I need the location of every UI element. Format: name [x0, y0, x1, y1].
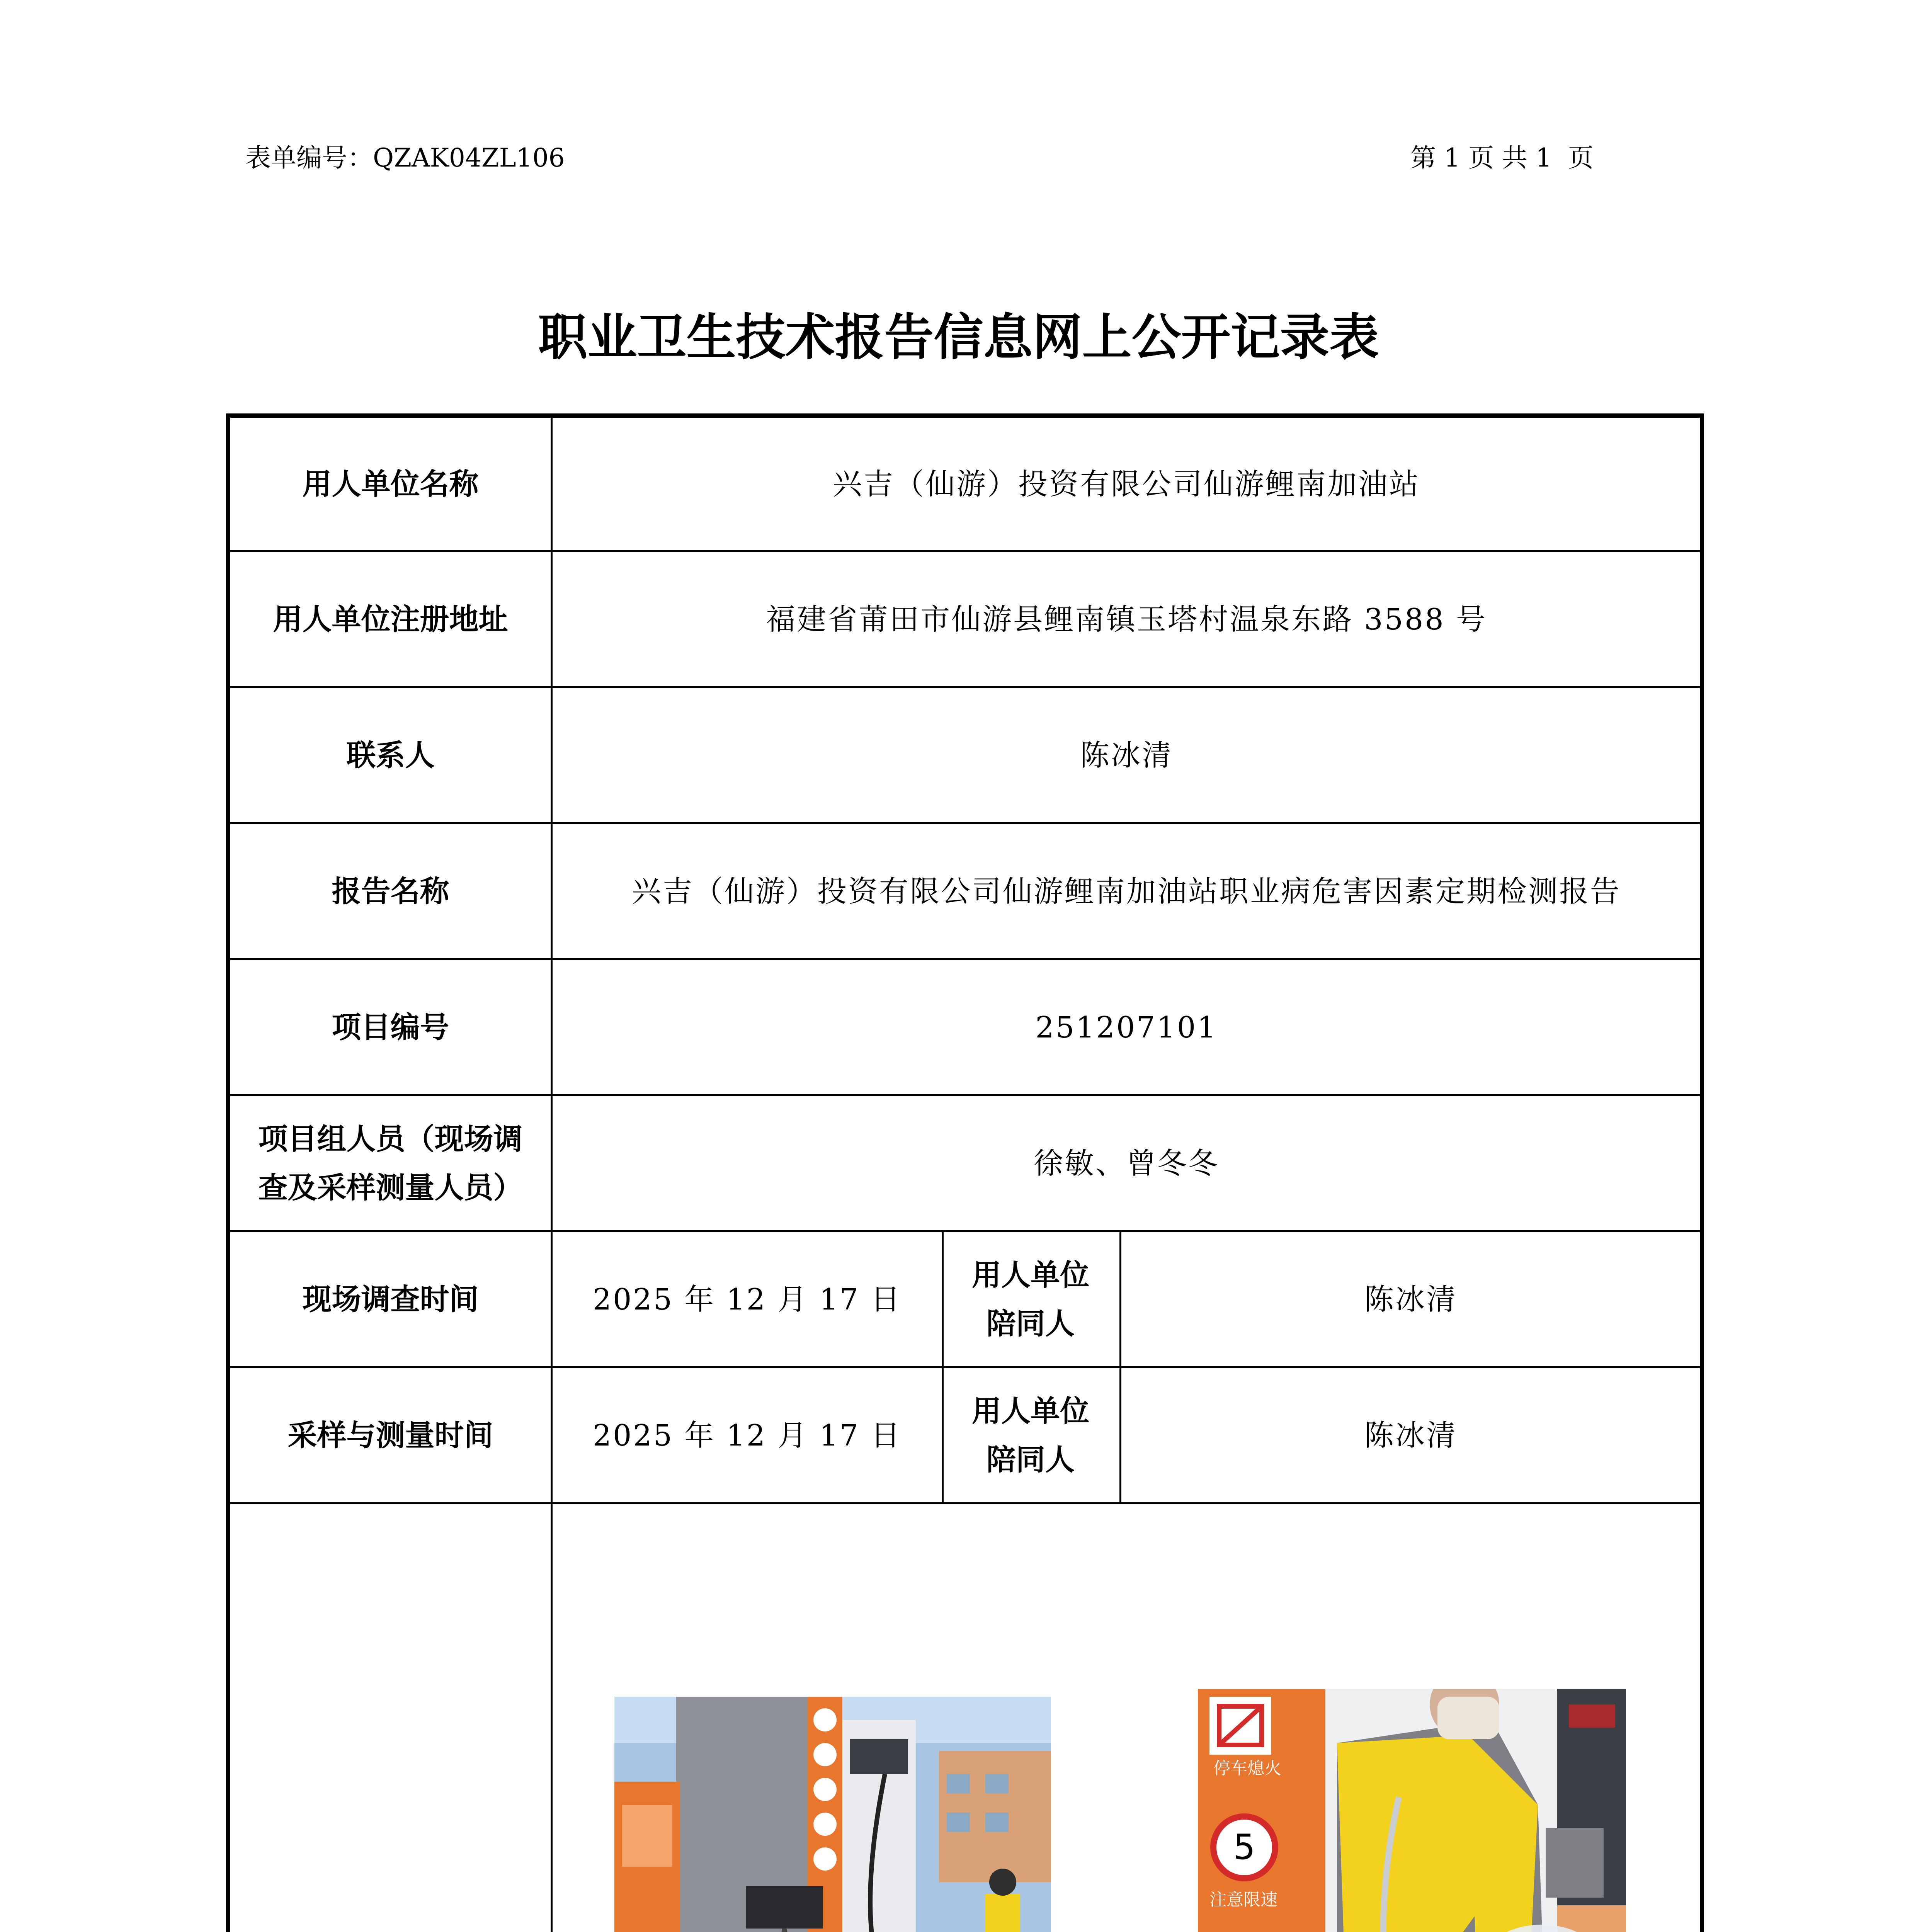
survey-time-value: 2025 年 12 月 17 日: [592, 1282, 902, 1316]
site-photo-sampling-equipment: [614, 1697, 1051, 1932]
survey-time-label: 现场调查时间: [302, 1282, 479, 1316]
employer-name-value: 兴吉（仙游）投资有限公司仙游鲤南加油站: [833, 466, 1420, 501]
report-name-label: 报告名称: [332, 874, 449, 908]
page-info: 第 1 页 共 1 页: [1410, 143, 1594, 173]
sign-speed-number: 5: [1233, 1827, 1255, 1867]
employer-address-value: 福建省莆田市仙游县鲤南镇玉塔村温泉东路 3588 号: [766, 602, 1487, 636]
worker-scene-icon: [1198, 1689, 1626, 1932]
gas-station-scene-icon: [614, 1697, 1051, 1932]
sampling-time-label: 采样与测量时间: [287, 1418, 493, 1452]
sampling-escort-label: 用人单位陪同人: [972, 1394, 1089, 1477]
team-members-label: 项目组人员（现场调查及采样测量人员）: [258, 1122, 523, 1205]
contact-label: 联系人: [346, 738, 435, 772]
employer-address-label: 用人单位注册地址: [273, 602, 508, 636]
project-number-label: 项目编号: [332, 1010, 449, 1044]
record-form: [226, 413, 1704, 1932]
column-divider: [942, 1230, 944, 1502]
team-members-value: 徐敏、曾冬冬: [1034, 1146, 1219, 1180]
site-photo-personal-sampling: [1198, 1689, 1626, 1932]
page-title: 职业卫生技术报告信息网上公开记录表: [538, 309, 1379, 366]
contact-value: 陈冰清: [1080, 738, 1173, 772]
survey-escort-value: 陈冰清: [1364, 1282, 1457, 1316]
sign-speed-text: 注意限速: [1209, 1890, 1277, 1910]
sampling-time-value: 2025 年 12 月 17 日: [592, 1418, 902, 1452]
sampling-escort-value: 陈冰清: [1364, 1418, 1457, 1452]
project-number-value: 251207101: [1035, 1010, 1218, 1044]
sign-no-fire: 停车熄火: [1213, 1759, 1281, 1778]
employer-name-label: 用人单位名称: [302, 466, 479, 501]
form-number: 表单编号：QZAK04ZL106: [245, 143, 565, 173]
survey-escort-label: 用人单位陪同人: [972, 1258, 1089, 1341]
site-photos-label: [230, 1504, 551, 1932]
report-name-value: 兴吉（仙游）投资有限公司仙游鲤南加油站职业病危害因素定期检测报告: [632, 874, 1621, 908]
